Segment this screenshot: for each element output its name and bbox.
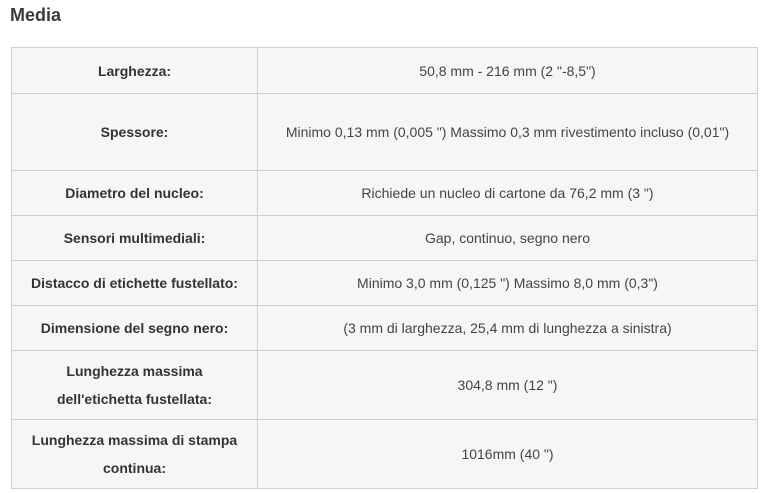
table-row <box>12 48 758 94</box>
table-row <box>12 420 758 489</box>
spec-table <box>11 47 758 489</box>
spec-value: 1016mm (40 ") <box>258 420 758 489</box>
spec-value: 304,8 mm (12 ") <box>258 351 758 420</box>
section-title: Media <box>10 5 62 25</box>
spec-value-text: Minimo 0,13 mm (0,005 ") Massimo 0,3 mm rivestimento incluso (0,01") <box>285 124 730 140</box>
table-row <box>12 94 758 171</box>
table-row <box>12 171 758 216</box>
spec-label: Larghezza: <box>12 48 258 94</box>
spec-label: Dimensione del segno nero: <box>12 306 258 351</box>
spec-label: Diametro del nucleo: <box>12 171 258 216</box>
table-row <box>12 261 758 306</box>
table-row <box>12 216 758 261</box>
table-row <box>12 306 758 351</box>
spec-value: 50,8 mm - 216 mm (2 "-8,5") <box>258 48 758 94</box>
spec-value <box>258 94 758 171</box>
spec-label: Lunghezza massima dell'etichetta fustellata: <box>12 351 258 420</box>
table-row <box>12 351 758 420</box>
spec-label: Lunghezza massima di stampa continua: <box>12 420 258 489</box>
spec-label: Sensori multimediali: <box>12 216 258 261</box>
spec-value: Minimo 3,0 mm (0,125 ") Massimo 8,0 mm (0,3") <box>258 261 758 306</box>
spec-label: Distacco di etichette fustellato: <box>12 261 258 306</box>
spec-label: Spessore: <box>12 94 258 171</box>
spec-value: Richiede un nucleo di cartone da 76,2 mm (3 ") <box>258 171 758 216</box>
spec-value: Gap, continuo, segno nero <box>258 216 758 261</box>
spec-value: (3 mm di larghezza, 25,4 mm di lunghezza a sinistra) <box>258 306 758 351</box>
